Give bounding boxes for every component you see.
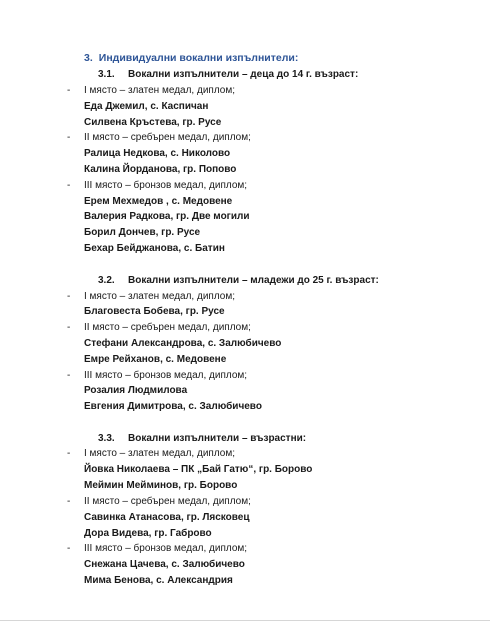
bullet-dash: - <box>67 291 71 302</box>
winner-entry: Розалия Людмилова <box>84 385 188 396</box>
winner-entry: Борил Дончев, гр. Русе <box>84 227 201 238</box>
section-number: 3. <box>84 52 93 64</box>
bullet-dash: - <box>67 370 71 381</box>
place-line <box>67 178 248 194</box>
subsection-title: Вокални изпълнители – деца до 14 г. възраст: <box>128 69 359 80</box>
winner-entry: Йовка Николаева – ПК „Бай Гатю“, гр. Борово <box>84 464 313 475</box>
bullet-dash: - <box>67 322 71 333</box>
bullet-dash: - <box>67 496 71 507</box>
winner-entry: Евгения Димитрова, с. Залюбичево <box>84 401 262 412</box>
bullet-dash: - <box>67 543 71 554</box>
winner-entry: Дора Видева, гр. Габрово <box>84 528 212 539</box>
subsection-heading <box>98 431 306 447</box>
place-label: I място – златен медал, диплом; <box>84 448 235 459</box>
subsection-heading <box>98 67 358 83</box>
subsection-title: Вокални изпълнители – младежи до 25 г. възраст: <box>128 275 379 286</box>
winner-entry: Меймин Мейминов, гр. Борово <box>84 480 238 491</box>
bullet-dash: - <box>67 448 71 459</box>
place-label: I място – златен медал, диплом; <box>84 291 235 302</box>
place-label: III място – бронзов медал, диплом; <box>84 543 248 554</box>
place-line <box>67 130 251 146</box>
subsection-title: Вокални изпълнители – възрастни: <box>128 433 307 444</box>
place-line <box>67 320 251 336</box>
place-line <box>67 446 235 462</box>
place-label: III място – бронзов медал, диплом; <box>84 370 248 381</box>
place-line <box>67 83 235 99</box>
bullet-dash: - <box>67 132 71 143</box>
winner-entry: Бехар Бейджанова, с. Батин <box>84 243 225 254</box>
page-bottom-divider <box>0 620 490 621</box>
winner-entry: Стефани Александрова, с. Залюбичево <box>84 338 282 349</box>
winner-entry: Калина Йорданова, гр. Попово <box>84 164 237 175</box>
winner-entry: Емре Рейханов, с. Медовене <box>84 354 227 365</box>
winner-entry: Мима Бенова, с. Александрия <box>84 575 233 586</box>
place-line <box>67 289 235 305</box>
place-line <box>67 494 251 510</box>
winner-entry: Снежана Цачева, с. Залюбичево <box>84 559 245 570</box>
section-heading <box>84 52 298 64</box>
bullet-dash: - <box>67 85 71 96</box>
place-line <box>67 541 248 557</box>
bullet-dash: - <box>67 180 71 191</box>
subsection-number: 3.1. <box>98 69 115 80</box>
subsection-heading <box>98 273 379 289</box>
winner-entry: Еда Джемил, с. Каспичан <box>84 101 209 112</box>
subsection-number: 3.2. <box>98 275 115 286</box>
winner-entry: Ралица Недкова, с. Николово <box>84 148 231 159</box>
place-label: II място – сребърен медал, диплом; <box>84 132 251 143</box>
winner-entry: Савинка Атанасова, гр. Лясковец <box>84 512 250 523</box>
winner-entry: Ерем Мехмедов , с. Медовене <box>84 196 233 207</box>
place-label: II място – сребърен медал, диплом; <box>84 322 251 333</box>
place-label: III място – бронзов медал, диплом; <box>84 180 248 191</box>
winner-entry: Благовеста Бобева, гр. Русе <box>84 306 225 317</box>
subsection-number: 3.3. <box>98 433 115 444</box>
place-label: II място – сребърен медал, диплом; <box>84 496 251 507</box>
winner-entry: Силвена Кръстева, гр. Русе <box>84 117 222 128</box>
place-line <box>67 368 248 384</box>
place-label: I място – златен медал, диплом; <box>84 85 235 96</box>
section-title: Индивидуални вокални изпълнители: <box>98 52 299 64</box>
winner-entry: Валерия Радкова, гр. Две могили <box>84 211 250 222</box>
